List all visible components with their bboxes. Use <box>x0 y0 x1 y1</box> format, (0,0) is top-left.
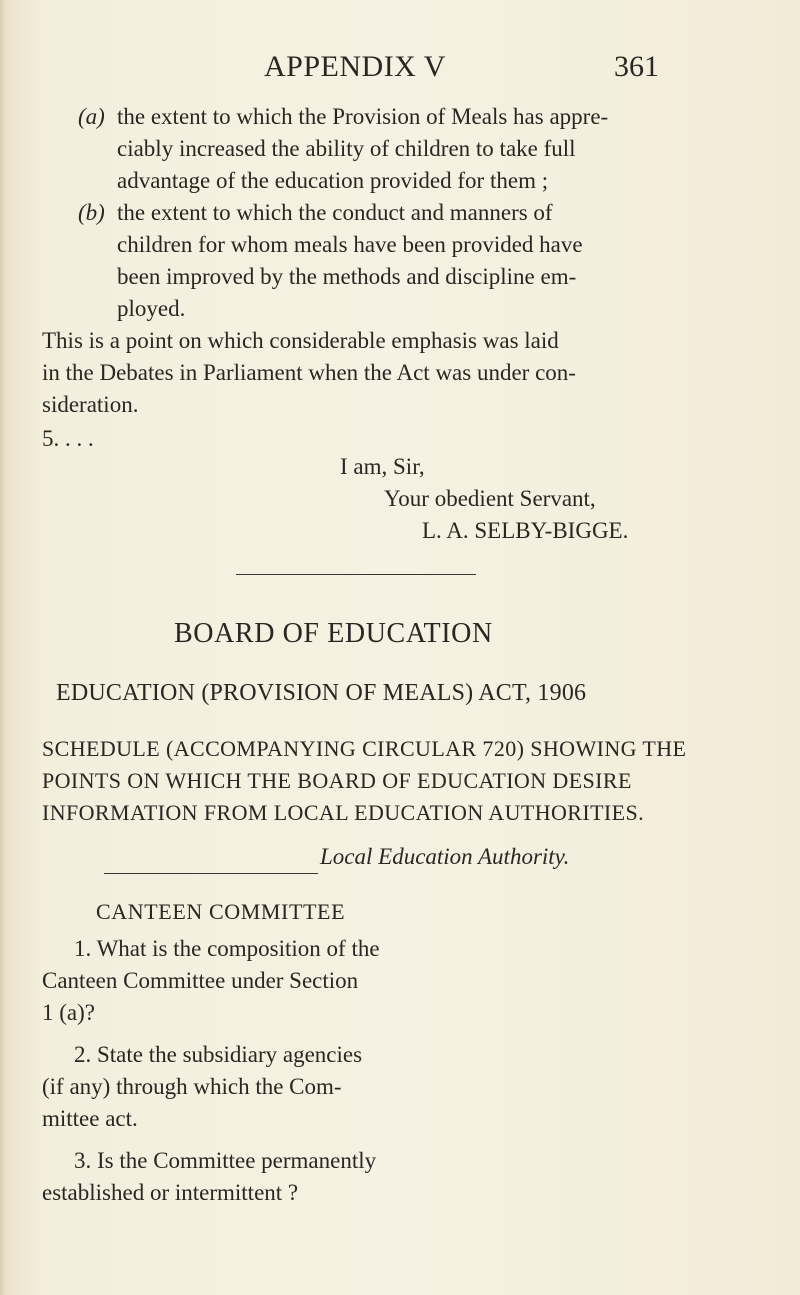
running-header <box>0 50 800 90</box>
paragraph-line: in the Debates in Parliament when the Act was under con- <box>42 360 576 385</box>
list-marker: (a) <box>78 104 105 129</box>
authority-blank-line <box>104 873 318 874</box>
question-line: mittee act. <box>42 1106 138 1131</box>
question-line: established or intermittent ? <box>42 1180 299 1205</box>
board-heading: BOARD OF EDUCATION <box>174 618 493 649</box>
closing-valediction: Your obedient Servant, <box>384 486 596 511</box>
list-line: children for whom meals have been provided have <box>117 232 583 257</box>
question-line: Canteen Committee under Section <box>42 968 359 993</box>
schedule-line: POINTS ON WHICH THE BOARD OF EDUCATION DESIRE <box>42 768 632 793</box>
authority-label: Local Education Authority. <box>320 844 570 869</box>
list-line: the extent to which the conduct and manners of <box>117 200 553 225</box>
canteen-heading: CANTEEN COMMITTEE <box>96 899 346 924</box>
schedule-line: INFORMATION FROM LOCAL EDUCATION AUTHORITIES. <box>42 800 645 825</box>
page-number: 361 <box>614 50 659 83</box>
closing-salutation: I am, Sir, <box>340 454 425 479</box>
list-line: the extent to which the Provision of Meals has appre- <box>117 104 609 129</box>
list-line: been improved by the methods and discipline em- <box>117 264 577 289</box>
question-line: 3. Is the Committee permanently <box>74 1148 377 1173</box>
running-title: APPENDIX V <box>264 50 446 83</box>
list-line: ployed. <box>117 296 186 321</box>
act-heading: EDUCATION (PROVISION OF MEALS) ACT, 1906 <box>56 680 587 706</box>
question-line: 2. State the subsidiary agencies <box>74 1042 363 1067</box>
paragraph-line: This is a point on which considerable emphasis was laid <box>42 328 559 353</box>
question-line: 1. What is the composition of the <box>74 936 380 961</box>
schedule-line: SCHEDULE (ACCOMPANYING CIRCULAR 720) SHOWING THE <box>42 736 687 761</box>
signature: L. A. SELBY-BIGGE. <box>422 518 629 543</box>
question-line: 1 (a)? <box>42 1000 95 1025</box>
separator-rule <box>236 574 476 575</box>
binding-edge <box>0 0 6 1295</box>
paragraph-line: sideration. <box>42 392 139 417</box>
list-marker: (b) <box>78 200 105 225</box>
list-line: advantage of the education provided for them ; <box>117 168 549 193</box>
question-line: (if any) through which the Com- <box>42 1074 342 1099</box>
section-marker: 5. . . . <box>42 426 94 451</box>
list-line: ciably increased the ability of children to take full <box>117 136 576 161</box>
